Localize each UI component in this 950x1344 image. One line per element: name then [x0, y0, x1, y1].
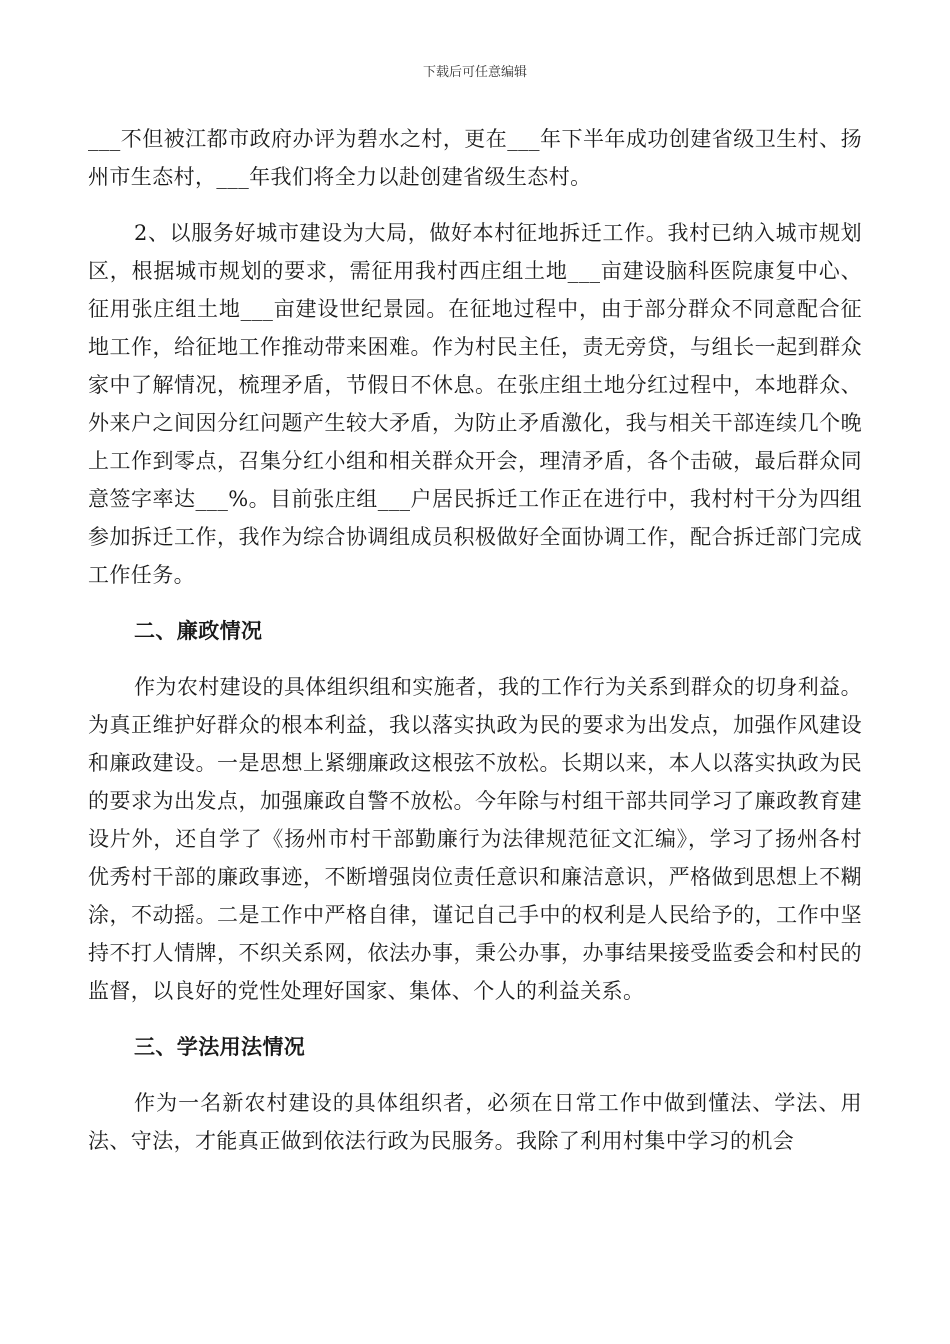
paragraph-integrity: 作为农村建设的具体组织组和实施者，我的工作行为关系到群众的切身利益。为真正维护好群众的根本利益，我以落实执政为民的要求为出发点，加强作风建设和廉政建设。一是思想上紧绷廉政这根弦不放松。长期以来，本人以落实执政为民的要求为出发点，加强廉政自警不放松。今年除与村组干部共同学习了廉政教育建设片外，还自学了《扬州市村干部勤廉行为法律规范征文汇编》，学习了扬州各村优秀村干部的廉政事迹，不断增强岗位责任意识和廉洁意识，严格做到思想上不糊涂，不动摇。二是工作中严格自律，谨记自己手中的权利是人民给予的，工作中坚持不打人情牌，不织关系网，依法办事，秉公办事，办事结果接受监委会和村民的监督，以良好的党性处理好国家、集体、个人的利益关系。 [88, 675, 862, 1003]
paragraph-law: 作为一名新农村建设的具体组织者，必须在日常工作中做到懂法、学法、用法、守法，才能真正做到依法行政为民服务。我除了利用村集中学习的机会 [88, 1091, 862, 1153]
paragraph-continued: ___不但被江都市政府办评为碧水之村，更在___年下半年成功创建省级卫生村、扬州市生态村，___年我们将全力以赴创建省级生态村。 [88, 127, 862, 189]
document-body [88, 120, 862, 1160]
section-heading-law: 三、学法用法情况 [134, 1034, 306, 1059]
paragraph-land-acquisition: 2、以服务好城市建设为大局，做好本村征地拆迁工作。我村已纳入城市规划区，根据城市规划的要求，需征用我村西庄组土地___亩建设脑科医院康复中心、征用张庄组土地___亩建设世纪景园。在征地过程中，由于部分群众不同意配合征地工作，给征地工作推动带来困难。作为村民主任，责无旁贷，与组长一起到群众家中了解情况，梳理矛盾，节假日不休息。在张庄组土地分红过程中，本地群众、外来户之间因分红问题产生较大矛盾，为防止矛盾激化，我与相关干部连续几个晚上工作到零点，召集分红小组和相关群众开会，理清矛盾，各个击破，最后群众同意签字率达___%。目前张庄组___户居民拆迁工作正在进行中，我村村干分为四组参加拆迁工作，我作为综合协调组成员积极做好全面协调工作，配合拆迁部门完成工作任务。 [88, 221, 862, 587]
page-header: 下载后可任意编辑 [422, 65, 527, 80]
section-heading-integrity: 二、廉政情况 [134, 618, 263, 643]
